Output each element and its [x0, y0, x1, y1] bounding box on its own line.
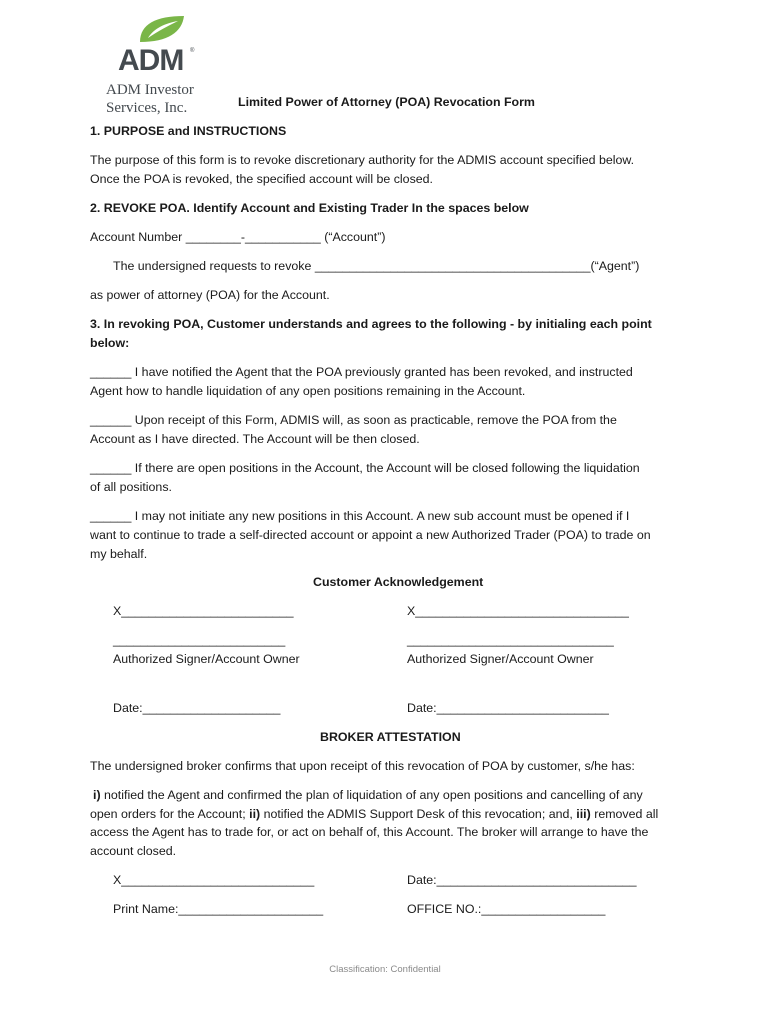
roman-ii: ii) — [249, 807, 261, 821]
initial-item-3-cont: of all positions. — [90, 480, 172, 494]
broker-para-line-1 — [93, 786, 643, 804]
broker-office-number[interactable]: OFFICE NO.:__________________ — [407, 902, 606, 916]
broker-heading: BROKER ATTESTATION — [320, 730, 461, 744]
customer-name-line-right[interactable]: ______________________________ — [407, 633, 614, 647]
broker-date[interactable]: Date:_____________________________ — [407, 873, 637, 887]
initial-item-4-cont-2: my behalf. — [90, 547, 148, 561]
initial-item-2[interactable]: ______ Upon receipt of this Form, ADMIS will, as soon as practicable, remove the POA from the — [90, 413, 617, 427]
broker-para-text-2a: open orders for the Account; — [90, 807, 250, 821]
form-title: Limited Power of Attorney (POA) Revocation Form — [238, 95, 535, 109]
initial-item-2-cont: Account as I have directed. The Account will be then closed. — [90, 432, 420, 446]
customer-date-right[interactable]: Date:_________________________ — [407, 701, 609, 715]
broker-print-name[interactable]: Print Name:_____________________ — [113, 902, 324, 916]
initial-item-3[interactable]: ______ If there are open positions in the Account, the Account will be closed following the liquidation — [90, 461, 640, 475]
customer-signature-right[interactable]: X_______________________________ — [407, 604, 629, 618]
logo-line-2: Services, Inc. — [106, 100, 188, 116]
broker-para-line-3: access the Agent has to trade for, or act on behalf of, this Account. The broker will arrange to have the — [90, 825, 649, 839]
section-1-heading: 1. PURPOSE and INSTRUCTIONS — [90, 124, 287, 138]
account-number-field[interactable]: Account Number ________-___________ (“Account”) — [90, 230, 386, 244]
broker-para-line-2 — [90, 805, 658, 823]
roman-iii: iii) — [576, 807, 591, 821]
leaf-icon — [134, 14, 186, 44]
broker-para-text-1: notified the Agent and confirmed the plan of liquidation of any open positions and cancelling of any — [100, 788, 643, 802]
roman-i: i) — [93, 788, 101, 802]
poa-text: as power of attorney (POA) for the Account. — [90, 288, 330, 302]
initial-item-1[interactable]: ______ I have notified the Agent that the POA previously granted has been revoked, and instructed — [90, 365, 633, 379]
acknowledgement-heading: Customer Acknowledgement — [313, 575, 484, 589]
classification-footer: Classification: Confidential — [329, 964, 441, 975]
logo-trademark: ® — [190, 48, 195, 54]
initial-item-4-cont: want to continue to trade a self-directed account or appoint a new Authorized Trader (POA) to trade on — [90, 528, 651, 542]
customer-name-line-left[interactable]: _________________________ — [113, 633, 286, 647]
signer-label-left: Authorized Signer/Account Owner — [113, 652, 300, 666]
customer-date-left[interactable]: Date:____________________ — [113, 701, 281, 715]
initial-item-4[interactable]: ______ I may not initiate any new positions in this Account. A new sub account must be opened if I — [90, 509, 630, 523]
section-1-text-1: The purpose of this form is to revoke discretionary authority for the ADMIS account specified below. — [90, 153, 635, 167]
agent-revoke-field[interactable]: The undersigned requests to revoke ________________________________________(“Agent”) — [113, 259, 640, 273]
customer-signature-left[interactable]: X_________________________ — [113, 604, 294, 618]
broker-para-text-2b: notified the ADMIS Support Desk of this revocation; and, — [260, 807, 577, 821]
section-1-text-2: Once the POA is revoked, the specified account will be closed. — [90, 172, 433, 186]
logo-brand: ADM — [118, 44, 184, 77]
section-3-heading-cont: below: — [90, 336, 130, 350]
initial-item-1-cont: Agent how to handle liquidation of any open positions remaining in the Account. — [90, 384, 526, 398]
broker-para-text-2c: removed all — [590, 807, 659, 821]
broker-para-line-4: account closed. — [90, 844, 177, 858]
logo-line-1: ADM Investor — [106, 82, 194, 98]
section-3-heading: 3. In revoking POA, Customer understands and agrees to the following - by initialing each point — [90, 317, 652, 331]
section-2-heading: 2. REVOKE POA. Identify Account and Existing Trader In the spaces below — [90, 201, 529, 215]
broker-signature[interactable]: X____________________________ — [113, 873, 315, 887]
adm-logo — [104, 14, 214, 114]
signer-label-right: Authorized Signer/Account Owner — [407, 652, 594, 666]
broker-intro: The undersigned broker confirms that upon receipt of this revocation of POA by customer, s/he has: — [90, 759, 635, 773]
